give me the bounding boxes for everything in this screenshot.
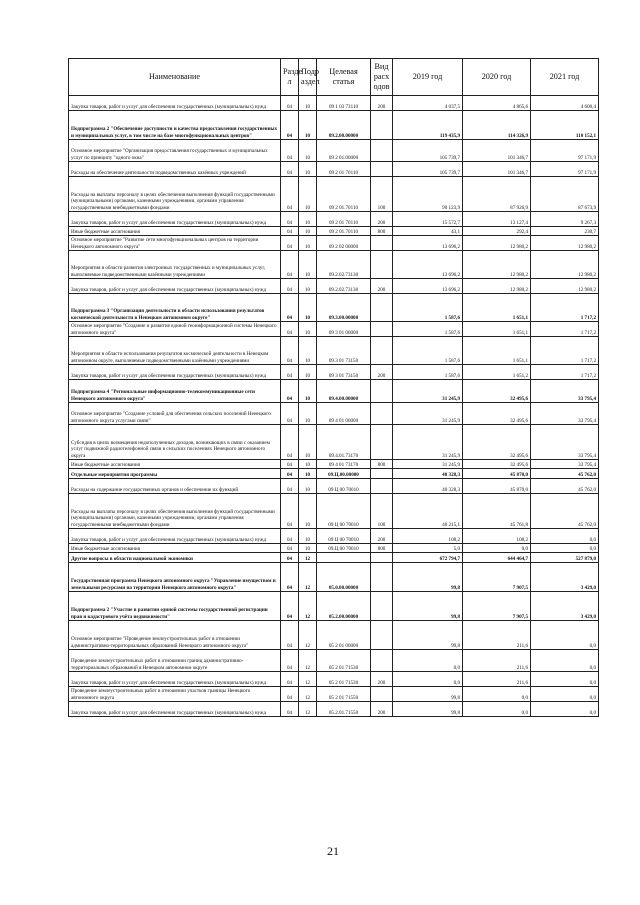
row-name: Подпрограмма 2 "Участие в развитии единой системы государственной регистрации прав и кадастрового учёта недвижимости" [69,592,281,621]
row-name: Расходы на выплаты персоналу в целях обеспечения выполнения функций государственными (муниципальными) органами, казенными учреждениями, органами управления государственными внебюджетными фондами [69,494,281,529]
row-subsection: 10 [299,212,317,227]
row-name: Закупка товаров, работ и услуг для обеспечения государственных (муниципальных) нужд [69,279,281,294]
row-section: 04 [281,294,299,322]
row-expense-type [371,403,393,425]
table-row [69,111,599,140]
row-value-2020: 32 495,6 [463,403,531,425]
row-subsection: 12 [299,702,317,717]
row-value-2020: 108,2 [463,529,531,544]
table-row [69,212,599,227]
row-value-2021: 3 429,0 [531,563,599,592]
row-section: 04 [281,494,299,529]
row-value-2019: 1 587,6 [393,365,463,380]
row-article: 09.Ц.00.00000 [317,469,371,479]
row-value-2019: 0,0 [393,672,463,687]
row-name: Расходы на обеспечение деятельности подведомственных казённых учреждений [69,162,281,177]
row-section: 04 [281,469,299,479]
row-name: Проведение землеустроительных работ в отношении границ административно-территориальных образований в Ненецком автономном округе [69,650,281,672]
row-section: 04 [281,227,299,236]
row-subsection: 10 [299,96,317,111]
row-section: 04 [281,251,299,279]
row-value-2019: 40 328,3 [393,479,463,494]
row-section: 04 [281,140,299,162]
row-value-2020: 101 346,7 [463,162,531,177]
row-name: Государственная программа Ненецкого автономного округа "Управление имуществом и земельными ресурсами на территории Ненецкого автономного округа" [69,563,281,592]
row-value-2021: 97 171,9 [531,140,599,162]
row-expense-type [371,553,393,563]
row-article: 09 4 01 73170 [317,460,371,469]
row-value-2019: 99,8 [393,687,463,702]
document-page [68,58,598,858]
row-value-2020: 211,6 [463,672,531,687]
row-name: Мероприятия в области использования результатов космической деятельности в Ненецком автономном округе, выполняемые подведомственными казёнными учреждениями [69,337,281,365]
row-name: Подпрограмма 4 "Региональные информационно-телекоммуникационные сети Ненецкого автономного округа" [69,380,281,403]
row-name: Основное мероприятие "Проведение землеустроительных работ в отношении административно-территориальных образований Ненецкого автономного округа" [69,621,281,650]
row-subsection: 10 [299,460,317,469]
row-value-2019: 13 696,2 [393,279,463,294]
row-name: Другие вопросы в области национальной экономики [69,553,281,563]
row-value-2020: 45 870,0 [463,469,531,479]
row-value-2020: 12 980,2 [463,236,531,251]
row-value-2019: 99,8 [393,592,463,621]
table-row [69,553,599,563]
table-row [69,337,599,365]
row-article: 09 2 01.70110 [317,177,371,212]
row-value-2021: 9 267,3 [531,212,599,227]
row-subsection: 10 [299,469,317,479]
header-2020: 2020 год [463,59,531,96]
row-expense-type [371,592,393,621]
table-header [69,59,599,96]
row-subsection: 10 [299,236,317,251]
row-value-2021: 12 980,2 [531,251,599,279]
header-name: Наименование [69,59,281,96]
row-value-2020: 644 464,7 [463,553,531,563]
row-name: Подпрограмма 2 "Обеспечение доступности и качества предоставления государственных и муниципальных услуг, в том числе на базе многофункциональных центров" [69,111,281,140]
row-value-2021: 97 171,9 [531,162,599,177]
row-name: Закупка товаров, работ и услуг для обеспечения государственных (муниципальных) нужд [69,96,281,111]
row-value-2019: 105 739,7 [393,162,463,177]
row-value-2021: 0,0 [531,621,599,650]
table-row [69,177,599,212]
row-value-2021: 45 762,0 [531,479,599,494]
row-value-2020: 45 870,0 [463,479,531,494]
row-subsection: 10 [299,380,317,403]
row-subsection: 12 [299,650,317,672]
row-subsection: 10 [299,403,317,425]
row-value-2021: 0,0 [531,702,599,717]
row-value-2021: 45 762,0 [531,469,599,479]
row-name: Проведение землеустроительных работ в отношении участков границы Ненецкого автономного округа [69,687,281,702]
row-article: 09 2 01 70110 [317,212,371,227]
row-name: Отдельные мероприятия программы [69,469,281,479]
row-subsection: 10 [299,162,317,177]
row-value-2021: 0,0 [531,687,599,702]
row-value-2020: 7 907,5 [463,592,531,621]
row-expense-type [371,322,393,337]
row-value-2019: 40 328,3 [393,469,463,479]
row-name: Подпрограмма 3 "Организация деятельности в области использования результатов космической деятельности в Ненецком автономном округе" [69,294,281,322]
row-section: 04 [281,479,299,494]
row-value-2021: 1 717,2 [531,337,599,365]
row-value-2019: 99,8 [393,621,463,650]
row-name: Иные бюджетные ассигнования [69,544,281,553]
row-section: 04 [281,460,299,469]
row-value-2019: 4 037,5 [393,96,463,111]
table-row [69,425,599,460]
row-expense-type: 800 [371,460,393,469]
row-expense-type: 200 [371,702,393,717]
row-value-2021: 12 980,2 [531,279,599,294]
row-section: 04 [281,650,299,672]
row-article [317,553,371,563]
row-name: Закупка товаров, работ и услуг для обеспечения государственных (муниципальных) нужд [69,529,281,544]
row-value-2019: 31 245,9 [393,380,463,403]
row-value-2019: 672 794,7 [393,553,463,563]
table-row [69,494,599,529]
row-article: 05.2.01.71550 [317,702,371,717]
row-article: 09.3.00.00000 [317,294,371,322]
row-value-2020: 12 980,2 [463,251,531,279]
row-subsection: 12 [299,621,317,650]
row-name: Основное мероприятие "Создание условий для обеспечения сельских поселений Ненецкого автономного округа услугами связи" [69,403,281,425]
row-article: 09.4.00.00000 [317,380,371,403]
table-body [69,96,599,717]
row-subsection: 10 [299,337,317,365]
row-expense-type [371,425,393,460]
row-value-2021: 1 717,2 [531,294,599,322]
row-name: Иные бюджетные ассигнования [69,460,281,469]
row-article: 09 4 01 00000 [317,403,371,425]
row-article: 09 2 01 70110 [317,162,371,177]
row-section: 04 [281,621,299,650]
row-subsection: 12 [299,563,317,592]
table-row [69,380,599,403]
row-value-2020: 114 326,9 [463,111,531,140]
row-value-2021: 0,0 [531,672,599,687]
row-value-2019: 1 587,6 [393,322,463,337]
row-expense-type: 100 [371,177,393,212]
row-subsection: 10 [299,425,317,460]
row-expense-type: 200 [371,212,393,227]
row-section: 04 [281,672,299,687]
row-value-2021: 4 600,4 [531,96,599,111]
row-expense-type: 200 [371,365,393,380]
row-value-2020: 1 651,1 [463,337,531,365]
row-value-2021: 527 879,0 [531,553,599,563]
row-article: 09.4.01.73170 [317,425,371,460]
row-section: 04 [281,529,299,544]
row-article: 05 2 01 00000 [317,621,371,650]
row-section: 04 [281,592,299,621]
row-value-2021: 0,0 [531,544,599,553]
row-value-2021: 45 762,0 [531,494,599,529]
page-number: 21 [327,844,339,858]
row-value-2021: 33 795,4 [531,403,599,425]
header-row [69,59,599,96]
row-subsection: 10 [299,529,317,544]
row-value-2020: 32 495,6 [463,380,531,403]
row-value-2019: 13 696,2 [393,236,463,251]
row-value-2019: 90 123,9 [393,177,463,212]
table-row [69,403,599,425]
row-value-2019: 31 245,9 [393,403,463,425]
row-section: 04 [281,322,299,337]
row-section: 04 [281,380,299,403]
row-article: 09 Ц 00 70010 [317,529,371,544]
row-section: 04 [281,563,299,592]
table-row [69,672,599,687]
row-value-2020: 87 926,9 [463,177,531,212]
row-value-2020: 211,6 [463,650,531,672]
row-value-2020: 0,0 [463,687,531,702]
table-row [69,294,599,322]
row-article: 09 3 01 00000 [317,322,371,337]
table-row [69,236,599,251]
table-row [69,702,599,717]
row-subsection: 10 [299,544,317,553]
table-row [69,544,599,553]
table-row [69,460,599,469]
table-row [69,687,599,702]
row-name: Расходы на выплаты персоналу в целях обеспечения выполнения функций государственными (муниципальными) органами, казенными учреждениями, органами управления государственными внебюджетными фондами [69,177,281,212]
row-subsection: 10 [299,140,317,162]
row-expense-type [371,251,393,279]
row-expense-type: 800 [371,544,393,553]
row-expense-type [371,380,393,403]
table-row [69,162,599,177]
table-row [69,279,599,294]
header-subsection: Подр аздел [299,59,317,96]
table-row [69,322,599,337]
row-value-2020: 0,0 [463,702,531,717]
table-row [69,469,599,479]
row-section: 04 [281,425,299,460]
table-row [69,365,599,380]
row-article: 09.Ц.00 70010 [317,544,371,553]
row-subsection: 10 [299,227,317,236]
row-subsection: 10 [299,279,317,294]
row-section: 04 [281,702,299,717]
row-section: 04 [281,236,299,251]
row-value-2019: 43,1 [393,227,463,236]
row-subsection: 10 [299,322,317,337]
row-expense-type [371,479,393,494]
row-article: 05.0.00.00000 [317,563,371,592]
row-expense-type [371,111,393,140]
row-article: 05.2.00.00000 [317,592,371,621]
row-value-2019: 99,8 [393,702,463,717]
row-value-2021: 33 795,4 [531,380,599,403]
row-name: Расходы на содержание государственных органов и обеспечение их функций [69,479,281,494]
row-expense-type: 200 [371,529,393,544]
row-section: 04 [281,365,299,380]
header-2019: 2019 год [393,59,463,96]
row-section: 04 [281,177,299,212]
row-expense-type [371,621,393,650]
row-value-2021: 110 152,1 [531,111,599,140]
row-value-2020: 4 865,6 [463,96,531,111]
row-subsection: 12 [299,672,317,687]
row-section: 04 [281,337,299,365]
row-expense-type [371,563,393,592]
row-value-2021: 87 673,9 [531,177,599,212]
row-value-2019: 15 572,7 [393,212,463,227]
row-expense-type [371,687,393,702]
row-article: 09.2.00.00000 [317,111,371,140]
row-expense-type [371,650,393,672]
row-expense-type [371,236,393,251]
row-name: Основное мероприятие "Развитие сети многофункциональных центров на территории Ненецкого автономного округа" [69,236,281,251]
row-article: 05 2 01 71530 [317,650,371,672]
row-article: 05 2 01 71550 [317,687,371,702]
row-value-2021: 33 795,4 [531,425,599,460]
row-value-2021: 0,0 [531,529,599,544]
row-value-2019: 1 587,6 [393,294,463,322]
row-subsection: 12 [299,592,317,621]
row-value-2019: 31 245,9 [393,460,463,469]
row-value-2020: 13 127,4 [463,212,531,227]
row-expense-type: 200 [371,96,393,111]
row-value-2020: 12 980,2 [463,279,531,294]
row-name: Основное мероприятие "Создание и развитие единой геоинформационной системы Ненецкого автономного округа" [69,322,281,337]
row-article: 09.2.02.73130 [317,279,371,294]
row-value-2021: 1 717,2 [531,365,599,380]
row-subsection: 12 [299,553,317,563]
row-section: 04 [281,279,299,294]
row-expense-type [371,162,393,177]
header-2021: 2021 год [531,59,599,96]
row-value-2021: 0,0 [531,650,599,672]
table-row [69,96,599,111]
table-row [69,563,599,592]
row-value-2020: 1 651,2 [463,365,531,380]
budget-table [68,58,599,717]
row-value-2020: 1 651,1 [463,322,531,337]
row-value-2019: 0,0 [393,650,463,672]
row-name: Мероприятия в области развития электронных государственных и муниципальных услуг, выполняемые подведомственными казёнными учреждениями [69,251,281,279]
row-article: 09 2 02 00000 [317,236,371,251]
row-value-2019: 99,8 [393,563,463,592]
row-value-2020: 0,0 [463,544,531,553]
row-expense-type: 800 [371,227,393,236]
row-value-2021: 12 980,2 [531,236,599,251]
row-value-2020: 7 907,5 [463,563,531,592]
row-subsection: 10 [299,479,317,494]
row-expense-type [371,337,393,365]
row-section: 04 [281,544,299,553]
row-expense-type: 100 [371,494,393,529]
row-value-2021: 230,7 [531,227,599,236]
row-value-2019: 119 435,9 [393,111,463,140]
row-expense-type: 200 [371,279,393,294]
table-row [69,621,599,650]
row-subsection: 10 [299,177,317,212]
table-row [69,251,599,279]
row-expense-type [371,140,393,162]
row-article: 09.3 01 73150 [317,337,371,365]
row-section: 04 [281,553,299,563]
table-row [69,227,599,236]
row-name: Закупка товаров, работ и услуг для обеспечения государственных (муниципальных) нужд [69,672,281,687]
row-section: 04 [281,687,299,702]
row-value-2020: 32 495,6 [463,460,531,469]
row-article: 09 1 03 73110 [317,96,371,111]
row-article: 09 2 01.00000 [317,140,371,162]
table-row [69,650,599,672]
table-row [69,140,599,162]
row-subsection: 10 [299,365,317,380]
row-expense-type: 200 [371,672,393,687]
row-value-2019: 105 739,7 [393,140,463,162]
row-article: 09 2 01.70110 [317,227,371,236]
row-value-2020: 1 651,1 [463,294,531,322]
row-article: 09 Ц 00 70010 [317,494,371,529]
row-value-2021: 3 429,0 [531,592,599,621]
row-name: Иные бюджетные ассигнования [69,227,281,236]
row-subsection: 12 [299,687,317,702]
header-section: Разде л [281,59,299,96]
row-name: Субсидия в целях возмещения недополученных доходов, возникающих в связи с оказанием услуг подвижной радиотелефонной связи в сельских поселениях Ненецкого автономного округа [69,425,281,460]
row-expense-type [371,294,393,322]
row-name: Закупка товаров, работ и услуг для обеспечения государственных (муниципальных) нужд [69,702,281,717]
row-value-2019: 40 215,1 [393,494,463,529]
row-subsection: 10 [299,294,317,322]
row-section: 04 [281,111,299,140]
row-subsection: 10 [299,494,317,529]
row-value-2020: 101 346,7 [463,140,531,162]
row-expense-type [371,469,393,479]
row-value-2020: 45 761,8 [463,494,531,529]
row-name: Закупка товаров, работ и услуг для обеспечения государственных (муниципальных) нужд [69,365,281,380]
header-article: Целевая статья [317,59,371,96]
row-section: 04 [281,96,299,111]
row-subsection: 10 [299,251,317,279]
row-section: 04 [281,212,299,227]
table-row [69,592,599,621]
row-value-2021: 1 717,2 [531,322,599,337]
row-value-2019: 1 587,6 [393,337,463,365]
row-value-2019: 31 245,9 [393,425,463,460]
row-article: 09 Ц 00 70010 [317,479,371,494]
header-expense-type: Вид расх одов [371,59,393,96]
table-row [69,479,599,494]
row-value-2020: 211,6 [463,621,531,650]
row-article: 09 3 01 73150 [317,365,371,380]
row-section: 04 [281,162,299,177]
row-section: 04 [281,403,299,425]
row-name: Основное мероприятие "Организация предоставления государственных и муниципальных услуг по принципу "одного окна" [69,140,281,162]
row-value-2021: 33 795,4 [531,460,599,469]
row-name: Закупка товаров, работ и услуг для обеспечения государственных (муниципальных) нужд [69,212,281,227]
row-value-2019: 13 696,2 [393,251,463,279]
row-value-2020: 292,4 [463,227,531,236]
row-subsection: 10 [299,111,317,140]
row-article: 05 2 01 71530 [317,672,371,687]
row-value-2019: 108,2 [393,529,463,544]
row-value-2020: 32 495,6 [463,425,531,460]
row-value-2019: 5,0 [393,544,463,553]
row-article: 09.2.02.73130 [317,251,371,279]
table-row [69,529,599,544]
